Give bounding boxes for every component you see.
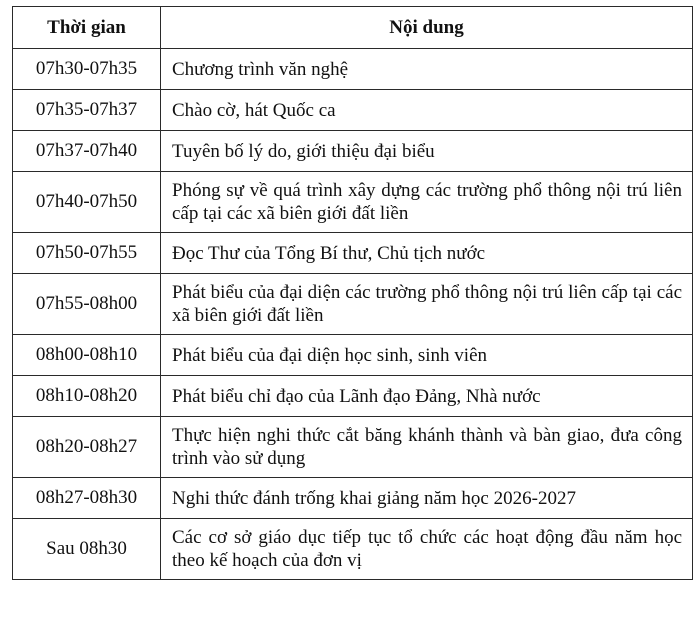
content-cell: Phóng sự về quá trình xây dựng các trường phổ thông nội trú liên cấp tại các xã biên giới đất liền: [161, 172, 693, 233]
table-row: [13, 519, 693, 580]
table-row: [13, 478, 693, 519]
time-cell: Sau 08h30: [13, 519, 161, 580]
time-cell: 07h40-07h50: [13, 172, 161, 233]
content-cell: Phát biểu của đại diện học sinh, sinh viên: [161, 335, 693, 376]
time-cell: 08h27-08h30: [13, 478, 161, 519]
table-header-row: [13, 7, 693, 49]
time-cell: 08h00-08h10: [13, 335, 161, 376]
table-row: [13, 131, 693, 172]
table-row: [13, 335, 693, 376]
table-row: [13, 417, 693, 478]
time-cell: 07h50-07h55: [13, 233, 161, 274]
content-cell: Thực hiện nghi thức cắt băng khánh thành và bàn giao, đưa công trình vào sử dụng: [161, 417, 693, 478]
time-cell: 07h55-08h00: [13, 274, 161, 335]
table-row: [13, 233, 693, 274]
content-cell: Đọc Thư của Tổng Bí thư, Chủ tịch nước: [161, 233, 693, 274]
time-cell: 08h10-08h20: [13, 376, 161, 417]
table-row: [13, 274, 693, 335]
table-row: [13, 49, 693, 90]
content-cell: Các cơ sở giáo dục tiếp tục tổ chức các hoạt động đầu năm học theo kế hoạch của đơn vị: [161, 519, 693, 580]
content-cell: Tuyên bố lý do, giới thiệu đại biểu: [161, 131, 693, 172]
time-cell: 07h37-07h40: [13, 131, 161, 172]
time-cell: 08h20-08h27: [13, 417, 161, 478]
table-row: [13, 376, 693, 417]
schedule-table: [12, 6, 693, 580]
table-row: [13, 172, 693, 233]
header-time: Thời gian: [13, 7, 161, 49]
content-cell: Nghi thức đánh trống khai giảng năm học 2026-2027: [161, 478, 693, 519]
content-cell: Chào cờ, hát Quốc ca: [161, 90, 693, 131]
time-cell: 07h30-07h35: [13, 49, 161, 90]
content-cell: Phát biểu của đại diện các trường phổ thông nội trú liên cấp tại các xã biên giới đất liền: [161, 274, 693, 335]
header-content: Nội dung: [161, 7, 693, 49]
time-cell: 07h35-07h37: [13, 90, 161, 131]
table-row: [13, 90, 693, 131]
content-cell: Phát biểu chỉ đạo của Lãnh đạo Đảng, Nhà nước: [161, 376, 693, 417]
content-cell: Chương trình văn nghệ: [161, 49, 693, 90]
